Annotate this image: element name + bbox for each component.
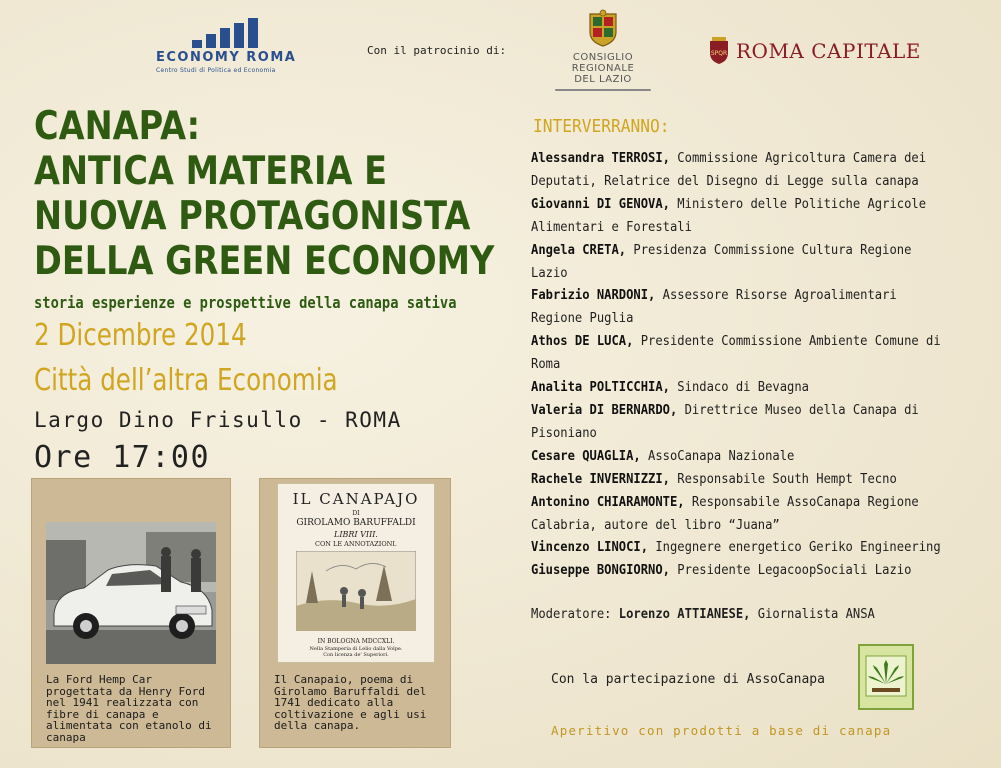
book-libri: LIBRI VIII. bbox=[334, 530, 378, 539]
ford-hemp-car-caption: La Ford Hemp Car progettata da Henry Ford nel 1941 realizzata con fibre di canapa e alimentata con etanolo di canapa bbox=[46, 673, 212, 744]
speaker-role: Lazio bbox=[531, 264, 568, 281]
book-author: GIROLAMO BARUFFALDI bbox=[296, 518, 416, 528]
speakers-heading: INTERVERRANNO: bbox=[533, 116, 670, 137]
speaker-row bbox=[531, 491, 954, 514]
speaker-name: Vincenzo LINOCI, bbox=[531, 539, 649, 556]
speaker-name: Analita POLTICCHIA, bbox=[531, 379, 670, 396]
speaker-name: Fabrizio NARDONI, bbox=[531, 287, 656, 304]
speaker-role: Sindaco di Bevagna bbox=[669, 379, 809, 396]
consiglio-underline bbox=[555, 89, 651, 91]
speaker-role: Presidenza Commissione Cultura Regione bbox=[626, 241, 912, 258]
moderator-label: Moderatore: bbox=[531, 606, 612, 622]
speaker-role: Commissione Agricoltura Camera dei bbox=[669, 150, 927, 166]
speaker-role: Roma bbox=[531, 356, 561, 373]
moderator-name: Lorenzo ATTIANESE, bbox=[618, 606, 751, 622]
speaker-role: Calabria, autore del libro “Juana” bbox=[531, 516, 780, 533]
speakers-list bbox=[531, 147, 1001, 582]
speaker-role: Presidente LegacoopSociali Lazio bbox=[669, 562, 912, 579]
book-city: IN BOLOGNA MDCCXLI. bbox=[317, 638, 395, 645]
speaker-row bbox=[531, 514, 954, 537]
canapajo-panel bbox=[259, 478, 451, 748]
speaker-name: Cesare QUAGLIA, bbox=[531, 447, 641, 464]
book-annotations: CON LE ANNOTAZIONI. bbox=[315, 540, 397, 548]
speaker-role: Responsabile AssoCanapa Regione bbox=[684, 493, 919, 510]
speaker-name: Angela CRETA, bbox=[531, 241, 627, 258]
speaker-row bbox=[531, 468, 954, 491]
speaker-row bbox=[531, 422, 954, 445]
event-address: Largo Dino Frisullo - ROMA bbox=[34, 408, 402, 432]
book-di: DI bbox=[352, 510, 360, 517]
speaker-row bbox=[531, 536, 954, 559]
economy-roma-subtitle: Centro Studi di Politica ed Economia bbox=[156, 67, 276, 74]
speaker-name: Giovanni DI GENOVA, bbox=[531, 195, 670, 212]
book-printer: Nella Stamperia di Lelio dalla Volpe. bbox=[309, 646, 403, 652]
title-line-2: ANTICA MATERIA E bbox=[34, 149, 388, 194]
speaker-name: Antonino CHIARAMONTE, bbox=[531, 493, 685, 510]
speaker-name: Giuseppe BONGIORNO, bbox=[531, 562, 670, 579]
speaker-role: Presidente Commissione Ambiente Comune di bbox=[633, 333, 941, 350]
moderator-role: Giornalista ANSA bbox=[750, 606, 875, 622]
svg-text:SPQR: SPQR bbox=[710, 50, 728, 57]
speaker-role: Assessore Risorse Agroalimentari bbox=[655, 287, 897, 304]
ford-hemp-car-panel bbox=[31, 478, 231, 748]
speaker-row bbox=[531, 193, 954, 216]
speaker-role: Direttrice Museo della Canapa di bbox=[677, 401, 919, 418]
canapajo-book-cover bbox=[277, 483, 435, 663]
event-time: Ore 17:00 bbox=[34, 440, 211, 475]
event-title bbox=[34, 104, 495, 284]
roma-shield-icon bbox=[708, 37, 730, 65]
speaker-name: Valeria DI BERNARDO, bbox=[531, 401, 678, 418]
speaker-row bbox=[531, 559, 954, 582]
assocanapa-logo bbox=[858, 644, 914, 710]
event-date: 2 Dicembre 2014 bbox=[34, 318, 247, 353]
event-subtitle: storia esperienze e prospettive della canapa sativa bbox=[34, 293, 457, 312]
speaker-role: Alimentari e Forestali bbox=[531, 218, 692, 235]
consiglio-regionale-logo bbox=[548, 8, 658, 90]
speaker-name: Athos DE LUCA, bbox=[531, 333, 634, 350]
speaker-role: AssoCanapa Nazionale bbox=[640, 447, 795, 464]
economy-roma-name: ECONOMY ROMA bbox=[156, 50, 297, 65]
speaker-row bbox=[531, 262, 954, 285]
speaker-row bbox=[531, 399, 954, 422]
partecipazione-text: Con la partecipazione di AssoCanapa bbox=[551, 672, 825, 687]
speaker-row bbox=[531, 147, 954, 170]
speaker-name: Rachele INVERNIZZI, bbox=[531, 470, 670, 487]
speaker-row bbox=[531, 239, 954, 262]
speaker-row bbox=[531, 353, 954, 376]
event-venue: Città dell’altra Economia bbox=[34, 363, 338, 398]
speaker-row bbox=[531, 330, 954, 353]
speaker-role: Responsabile South Hempt Tecno bbox=[669, 470, 897, 487]
bar-chart-icon bbox=[192, 18, 264, 48]
speaker-role: Ingegnere energetico Geriko Engineering bbox=[648, 539, 941, 556]
speaker-row bbox=[531, 376, 954, 399]
moderator-line bbox=[531, 606, 875, 622]
speaker-role: Pisoniano bbox=[531, 424, 597, 441]
book-licence: Con licenza de' Superiori. bbox=[323, 652, 389, 658]
speaker-row bbox=[531, 307, 954, 330]
consiglio-line1: CONSIGLIO bbox=[572, 52, 634, 63]
speaker-role: Regione Puglia bbox=[531, 310, 634, 327]
speaker-row bbox=[531, 284, 954, 307]
consiglio-line3: DEL LAZIO bbox=[574, 74, 632, 85]
speaker-name: Alessandra TERROSI, bbox=[531, 150, 670, 166]
roma-capitale-logo bbox=[708, 36, 921, 66]
lazio-emblem-icon bbox=[584, 8, 622, 48]
speaker-row bbox=[531, 216, 954, 239]
speaker-role: Ministero delle Politiche Agricole bbox=[669, 195, 927, 212]
roma-capitale-name: ROMA CAPITALE bbox=[736, 39, 921, 63]
title-line-1: CANAPA: bbox=[34, 104, 201, 149]
book-engraving bbox=[296, 551, 416, 631]
canapajo-caption: Il Canapaio, poema di Girolamo Baruffaldi del 1741 dedicato alla coltivazione e agli usi della canapa. bbox=[274, 673, 427, 732]
book-title: IL CANAPAJO bbox=[292, 490, 420, 508]
title-line-4: DELLA GREEN ECONOMY bbox=[34, 239, 495, 284]
patrocinio-label: Con il patrocinio di: bbox=[367, 44, 507, 57]
ford-hemp-car-photo bbox=[46, 522, 216, 664]
hemp-leaf-icon bbox=[860, 646, 912, 708]
speaker-row bbox=[531, 445, 954, 468]
speaker-row bbox=[531, 170, 954, 193]
economy-roma-logo bbox=[150, 18, 310, 74]
title-line-3: NUOVA PROTAGONISTA bbox=[34, 194, 471, 239]
aperitivo-text: Aperitivo con prodotti a base di canapa bbox=[551, 723, 892, 738]
speaker-role: Deputati, Relatrice del Disegno di Legge sulla canapa bbox=[531, 172, 919, 189]
consiglio-line2: REGIONALE bbox=[571, 63, 635, 74]
